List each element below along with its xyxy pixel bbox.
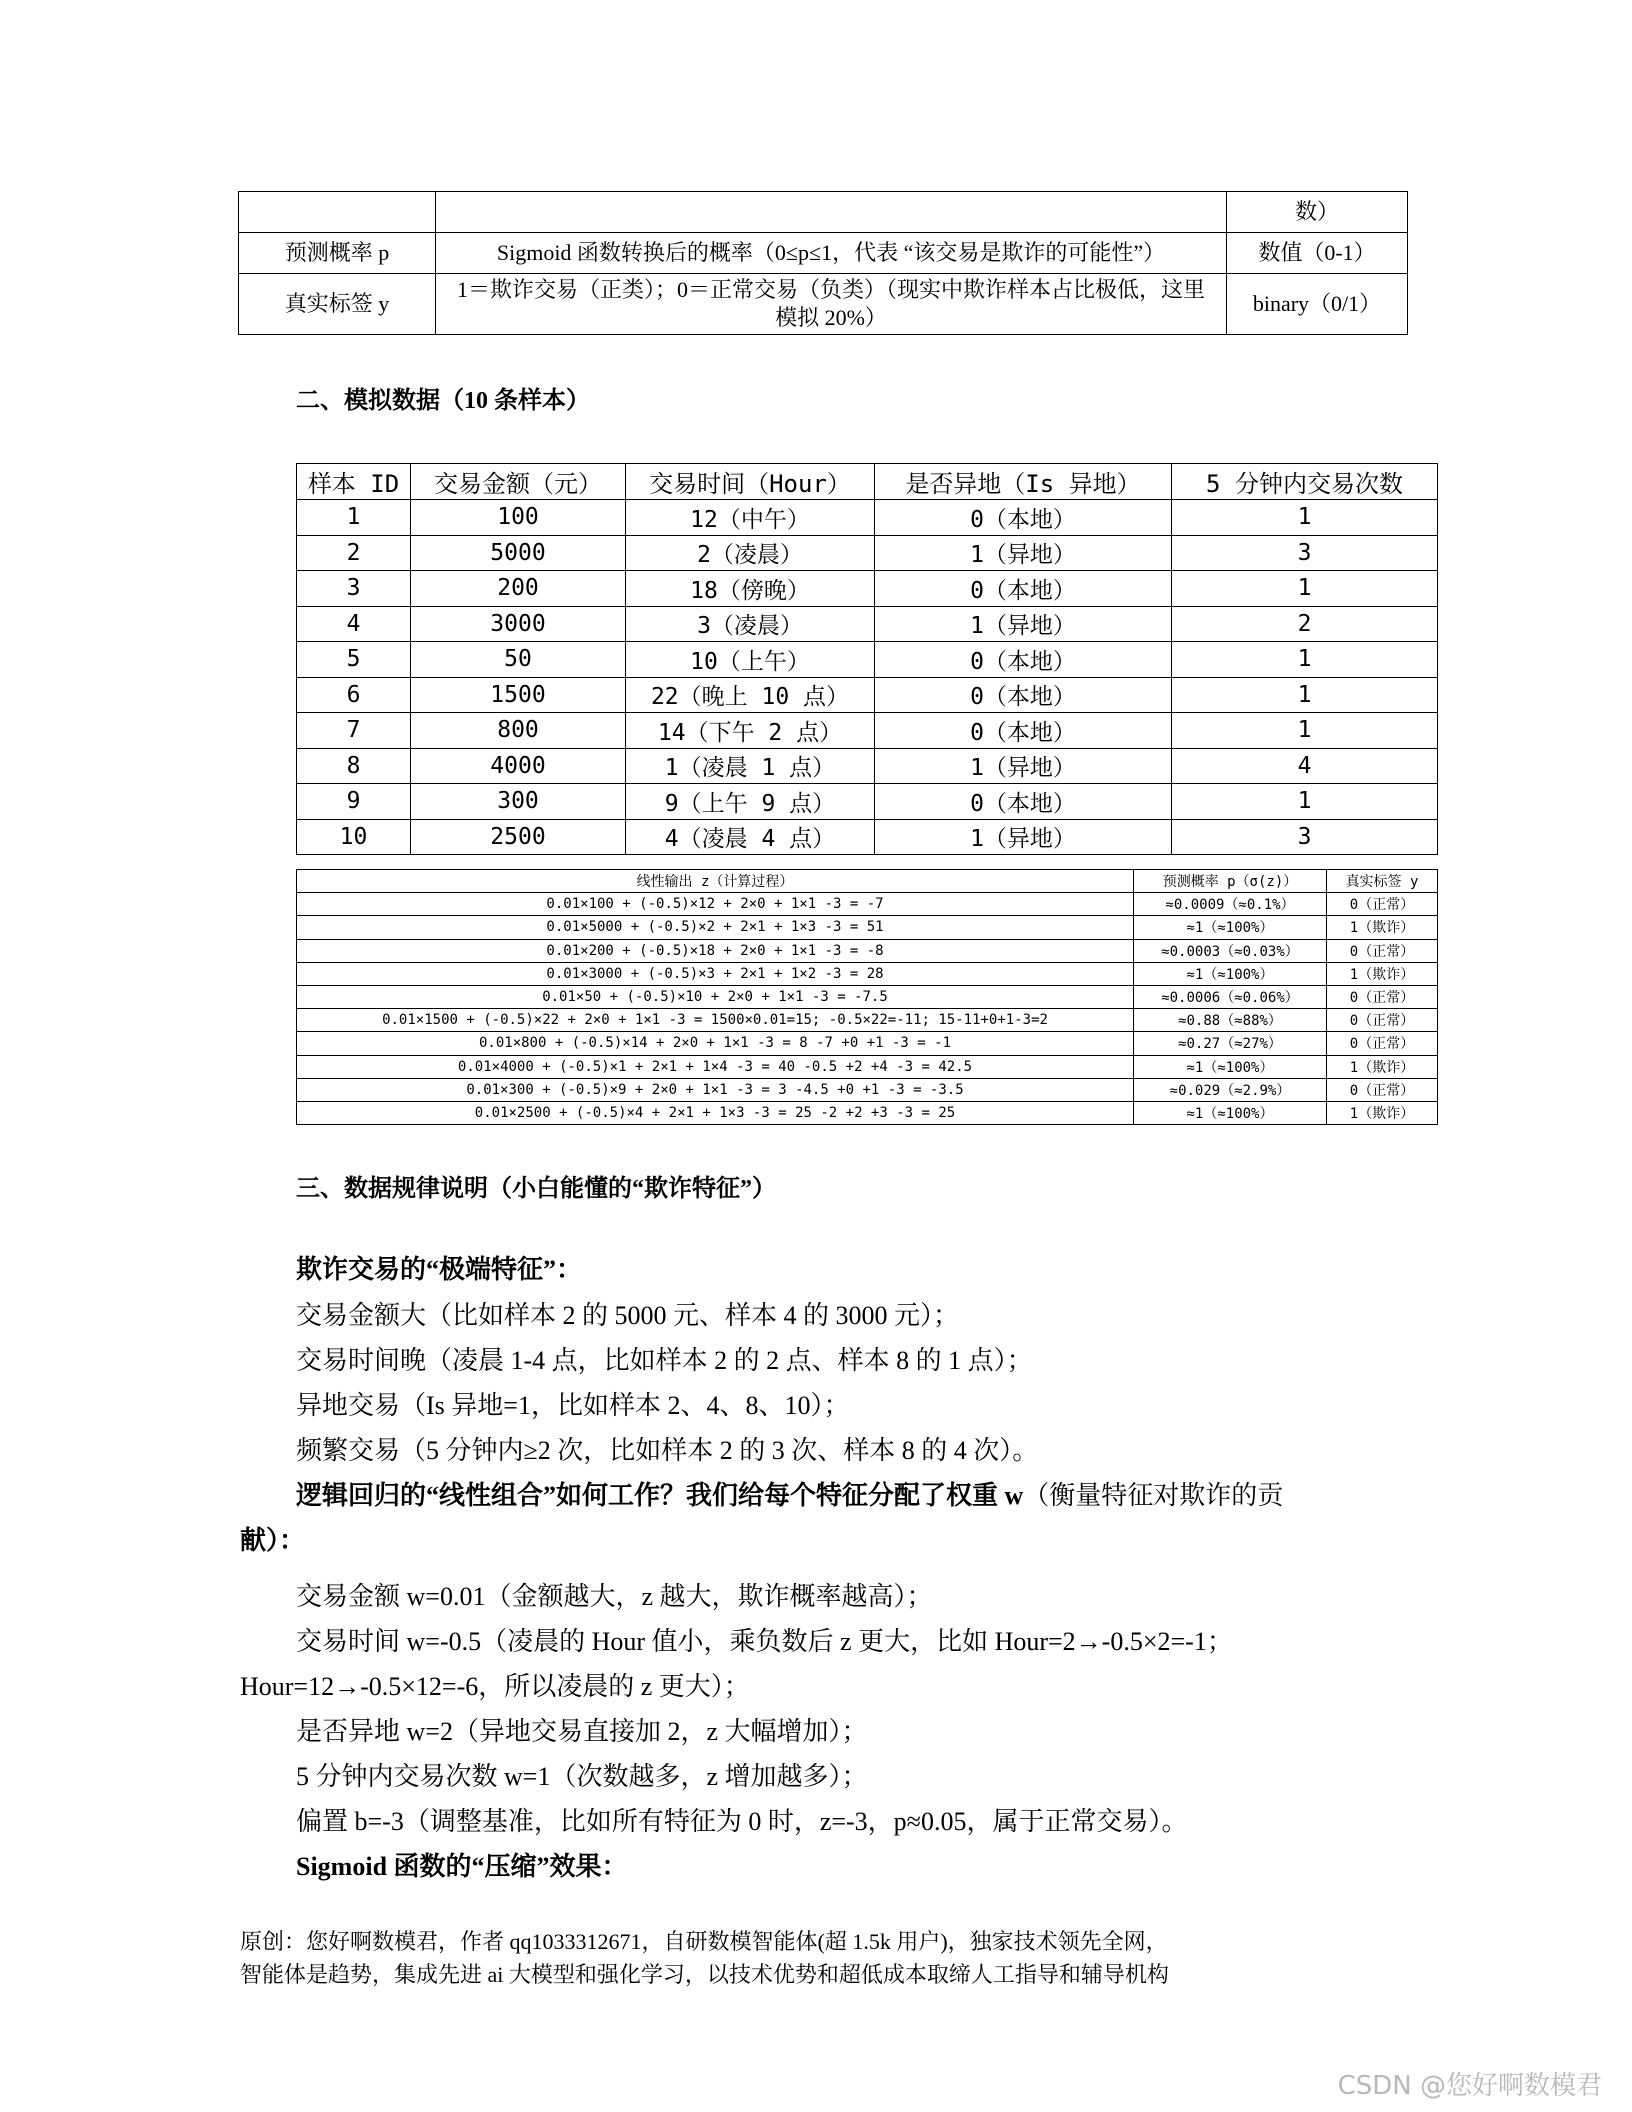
- table-cell: 4000: [411, 748, 626, 784]
- table-row: [239, 192, 1408, 233]
- section-heading-data-patterns: 三、数据规律说明（小白能懂的“欺诈特征”）: [296, 1176, 776, 1202]
- table-cell: ≈0.029（≈2.9%）: [1134, 1078, 1327, 1101]
- table-cell: 0（本地）: [875, 677, 1172, 713]
- weight-item: Hour=12→-0.5×12=-6，所以凌晨的 z 更大）；: [240, 1672, 750, 1701]
- table-cell: 1500: [411, 677, 626, 713]
- table-row: [297, 677, 1438, 713]
- table-cell: 4（凌晨 4 点）: [626, 819, 875, 855]
- table-cell: 3000: [411, 606, 626, 642]
- table-cell: 0.01×2500 + (-0.5)×4 + 2×1 + 1×3 -3 = 25 -2 +2 +3 -3 = 25: [297, 1101, 1134, 1124]
- table-cell: 3（凌晨）: [626, 606, 875, 642]
- table-cell: 1（欺诈）: [1327, 962, 1438, 985]
- table-cell: 1（异地）: [875, 819, 1172, 855]
- column-header: 是否异地（Is 异地）: [875, 464, 1172, 500]
- table-cell: 1: [297, 500, 411, 536]
- table-cell: 1（欺诈）: [1327, 1055, 1438, 1078]
- table-row: [297, 1078, 1438, 1101]
- table-cell: 2（凌晨）: [626, 535, 875, 571]
- table-row: [297, 748, 1438, 784]
- fraud-features-heading: 欺诈交易的“极端特征”：: [296, 1255, 583, 1284]
- feature-definition-table: [238, 191, 1408, 335]
- table-cell: 0（本地）: [875, 500, 1172, 536]
- calc-table-body: [297, 893, 1438, 1125]
- table-cell: 0.01×200 + (-0.5)×18 + 2×0 + 1×1 -3 = -8: [297, 939, 1134, 962]
- table-cell: ≈0.27（≈27%）: [1134, 1032, 1327, 1055]
- table-cell: 7: [297, 713, 411, 749]
- table-row: [239, 233, 1408, 274]
- table-cell: 1（欺诈）: [1327, 916, 1438, 939]
- table-cell: ≈1（≈100%）: [1134, 1055, 1327, 1078]
- column-header: 交易金额（元）: [411, 464, 626, 500]
- linear-combination-heading-rest: （衡量特征对欺诈的贡: [1023, 1481, 1284, 1510]
- table-cell: 0（本地）: [875, 784, 1172, 820]
- table-cell: ≈1（≈100%）: [1134, 962, 1327, 985]
- table-cell: 1（异地）: [875, 606, 1172, 642]
- sample-data-table: [296, 463, 1438, 855]
- table-cell: 1（凌晨 1 点）: [626, 748, 875, 784]
- table-cell: 100: [411, 500, 626, 536]
- table-row: [297, 1009, 1438, 1032]
- table-cell: 1: [1172, 677, 1438, 713]
- section-heading-simulated-data: 二、模拟数据（10 条样本）: [296, 388, 590, 414]
- table-cell: 10（上午）: [626, 642, 875, 678]
- table-cell: 14（下午 2 点）: [626, 713, 875, 749]
- table-row: [297, 916, 1438, 939]
- table-cell: 2500: [411, 819, 626, 855]
- table-cell: 0（正常）: [1327, 893, 1438, 916]
- weight-item: 交易时间 w=-0.5（凌晨的 Hour 值小，乘负数后 z 更大，比如 Hour=2→-0.5×2=-1；: [296, 1627, 1233, 1656]
- table-cell: ≈0.0009（≈0.1%）: [1134, 893, 1327, 916]
- table-cell: 0（本地）: [875, 713, 1172, 749]
- watermark: CSDN @您好啊数模君: [1337, 2071, 1602, 2101]
- table-cell: 0（正常）: [1327, 1009, 1438, 1032]
- sigmoid-heading: Sigmoid 函数的“压缩”效果：: [296, 1852, 628, 1881]
- table-row: [297, 939, 1438, 962]
- column-header: 预测概率 p（σ(z)）: [1134, 870, 1327, 893]
- table-cell: 2: [297, 535, 411, 571]
- table-cell: ≈1（≈100%）: [1134, 1101, 1327, 1124]
- table-cell: 6: [297, 677, 411, 713]
- linear-combination-heading-bold: 逻辑回归的“线性组合”如何工作？我们给每个特征分配了权重 w: [296, 1481, 1024, 1510]
- table-row: [297, 606, 1438, 642]
- table-cell: 1＝欺诈交易（正类）；0＝正常交易（负类）（现实中欺诈样本占比极低，这里模拟 20%）: [436, 274, 1227, 335]
- table-cell: 0（正常）: [1327, 939, 1438, 962]
- table-cell: 0.01×300 + (-0.5)×9 + 2×0 + 1×1 -3 = 3 -4.5 +0 +1 -3 = -3.5: [297, 1078, 1134, 1101]
- table-cell: 22（晚上 10 点）: [626, 677, 875, 713]
- table-cell: 5000: [411, 535, 626, 571]
- weight-item: 偏置 b=-3（调整基准，比如所有特征为 0 时，z=-3，p≈0.05，属于正常交易）。: [296, 1807, 1188, 1836]
- table-cell: 4: [1172, 748, 1438, 784]
- table-cell: 50: [411, 642, 626, 678]
- footer-line: 原创：您好啊数模君，作者 qq1033312671，自研数模智能体(超 1.5k 用户)，独家技术领先全网，: [240, 1929, 1168, 1954]
- table-row: [297, 1101, 1438, 1124]
- fraud-feature-item: 交易时间晚（凌晨 1-4 点，比如样本 2 的 2 点、样本 8 的 1 点）；: [296, 1346, 1033, 1375]
- calculation-table: [296, 869, 1438, 1125]
- table-header-row: [297, 464, 1438, 500]
- table-cell: 1: [1172, 571, 1438, 607]
- table-cell: 2: [1172, 606, 1438, 642]
- table-cell: 18（傍晚）: [626, 571, 875, 607]
- table-cell: 0.01×4000 + (-0.5)×1 + 2×1 + 1×4 -3 = 40 -0.5 +2 +4 -3 = 42.5: [297, 1055, 1134, 1078]
- table-cell: ≈0.88（≈88%）: [1134, 1009, 1327, 1032]
- table-cell: 1: [1172, 500, 1438, 536]
- linear-combination-heading-cont: 献）：: [240, 1526, 306, 1555]
- table-cell: 3: [1172, 535, 1438, 571]
- table-cell: 1（异地）: [875, 748, 1172, 784]
- table-row: [297, 893, 1438, 916]
- table-header-row: [297, 870, 1438, 893]
- table-cell: 3: [1172, 819, 1438, 855]
- table-cell: 0.01×800 + (-0.5)×14 + 2×0 + 1×1 -3 = 8 -7 +0 +1 -3 = -1: [297, 1032, 1134, 1055]
- table-cell: [436, 192, 1227, 233]
- table-cell: 0.01×100 + (-0.5)×12 + 2×0 + 1×1 -3 = -7: [297, 893, 1134, 916]
- table-cell: 0（正常）: [1327, 985, 1438, 1008]
- table-cell: [239, 192, 436, 233]
- table-cell: 8: [297, 748, 411, 784]
- table-cell: binary（0/1）: [1227, 274, 1408, 335]
- table-cell: 真实标签 y: [239, 274, 436, 335]
- table-cell: 4: [297, 606, 411, 642]
- table-cell: 10: [297, 819, 411, 855]
- table-row: [297, 535, 1438, 571]
- table-cell: 1: [1172, 642, 1438, 678]
- table-cell: ≈1（≈100%）: [1134, 916, 1327, 939]
- table-cell: 5: [297, 642, 411, 678]
- table-cell: Sigmoid 函数转换后的概率（0≤p≤1，代表 “该交易是欺诈的可能性”）: [436, 233, 1227, 274]
- weight-item: 交易金额 w=0.01（金额越大，z 越大，欺诈概率越高）；: [296, 1582, 933, 1611]
- table-cell: 800: [411, 713, 626, 749]
- table-cell: 1（异地）: [875, 535, 1172, 571]
- table-cell: 0.01×50 + (-0.5)×10 + 2×0 + 1×1 -3 = -7.5: [297, 985, 1134, 1008]
- table-row: [297, 1055, 1438, 1078]
- fraud-feature-item: 异地交易（Is 异地=1，比如样本 2、4、8、10）；: [296, 1391, 850, 1420]
- table-cell: 1: [1172, 784, 1438, 820]
- table-row: [297, 819, 1438, 855]
- column-header: 真实标签 y: [1327, 870, 1438, 893]
- table-cell: 0.01×3000 + (-0.5)×3 + 2×1 + 1×2 -3 = 28: [297, 962, 1134, 985]
- sample-table-body: [297, 500, 1438, 855]
- table-row: [297, 962, 1438, 985]
- table-cell: 9: [297, 784, 411, 820]
- column-header: 5 分钟内交易次数: [1172, 464, 1438, 500]
- table-row: [297, 571, 1438, 607]
- table-cell: 0（正常）: [1327, 1078, 1438, 1101]
- weight-item: 是否异地 w=2（异地交易直接加 2，z 大幅增加）；: [296, 1717, 868, 1746]
- column-header: 样本 ID: [297, 464, 411, 500]
- footer-line: 智能体是趋势，集成先进 ai 大模型和强化学习，以技术优势和超低成本取缔人工指导和辅导机构: [240, 1962, 1169, 1987]
- table-cell: 0.01×1500 + (-0.5)×22 + 2×0 + 1×1 -3 = 1500×0.01=15; -0.5×22=-11; 15-11+0+1-3=2: [297, 1009, 1134, 1032]
- table-cell: 数）: [1227, 192, 1408, 233]
- linear-combination-heading: [296, 1475, 1283, 1512]
- table-row: [297, 784, 1438, 820]
- table-row: [239, 274, 1408, 335]
- table-cell: 1: [1172, 713, 1438, 749]
- column-header: 交易时间（Hour）: [626, 464, 875, 500]
- table-cell: 0（本地）: [875, 571, 1172, 607]
- table-cell: 1（欺诈）: [1327, 1101, 1438, 1124]
- table-cell: 数值（0-1）: [1227, 233, 1408, 274]
- table-cell: 200: [411, 571, 626, 607]
- table-cell: 12（中午）: [626, 500, 875, 536]
- table-cell: 0（本地）: [875, 642, 1172, 678]
- weight-item: 5 分钟内交易次数 w=1（次数越多，z 增加越多）；: [296, 1762, 868, 1791]
- table-row: [297, 713, 1438, 749]
- table-row: [297, 985, 1438, 1008]
- fraud-feature-item: 频繁交易（5 分钟内≥2 次，比如样本 2 的 3 次、样本 8 的 4 次）。: [296, 1436, 1039, 1465]
- table-cell: 9（上午 9 点）: [626, 784, 875, 820]
- fraud-feature-item: 交易金额大（比如样本 2 的 5000 元、样本 4 的 3000 元）；: [296, 1301, 960, 1330]
- table-cell: 0.01×5000 + (-0.5)×2 + 2×1 + 1×3 -3 = 51: [297, 916, 1134, 939]
- table-cell: ≈0.0006（≈0.06%）: [1134, 985, 1327, 1008]
- table-row: [297, 642, 1438, 678]
- table-cell: 0（正常）: [1327, 1032, 1438, 1055]
- column-header: 线性输出 z（计算过程）: [297, 870, 1134, 893]
- table-cell: 3: [297, 571, 411, 607]
- table-row: [297, 1032, 1438, 1055]
- table-row: [297, 500, 1438, 536]
- table-cell: 预测概率 p: [239, 233, 436, 274]
- table-cell: 300: [411, 784, 626, 820]
- table-cell: ≈0.0003（≈0.03%）: [1134, 939, 1327, 962]
